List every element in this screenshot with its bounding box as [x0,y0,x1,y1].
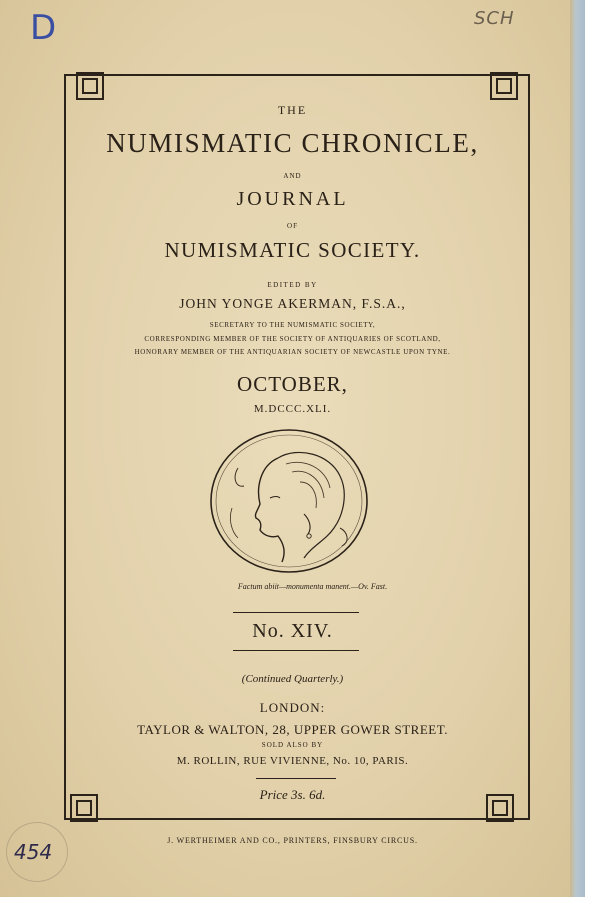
publisher-name: TAYLOR & WALTON, 28, UPPER GOWER STREET. [137,722,448,737]
editor-title-corresponding: CORRESPONDING MEMBER OF THE SOCIETY OF ANTIQUARIES OF SCOTLAND, [144,335,441,343]
corner-ornament-top-left [76,72,104,100]
editor-title-secretary: SECRETARY TO THE NUMISMATIC SOCIETY, [209,321,376,329]
issue-year: M.DCCC.XLI. [253,403,332,415]
journal-subtitle: JOURNAL [236,188,349,210]
latin-motto: Factum abiit—monumenta manent.—Ov. Fast. [237,582,388,591]
sold-also-by-label: SOLD ALSO BY [261,741,324,749]
edited-by-label: EDITED BY [267,281,318,289]
title-article: THE [277,103,308,117]
handwritten-mark-d: D [30,8,57,48]
paris-agent: M. ROLLIN, RUE VIVIENNE, No. 10, PARIS. [176,755,409,767]
coin-illustration [208,428,370,574]
coin-icon [208,428,370,574]
handwritten-mark-sch: SCH [474,8,515,29]
corner-ornament-top-right [490,72,518,100]
editor-name: JOHN YONGE AKERMAN, F.S.A., [179,296,406,311]
number-rule-top [233,612,359,613]
publication-frequency: (Continued Quarterly.) [241,673,344,685]
title-conjunction: AND [283,172,302,180]
society-name: NUMISMATIC SOCIETY. [164,238,421,262]
subtitle-preposition: OF [287,222,298,230]
issue-number: No. XIV. [252,620,333,642]
journal-title: NUMISMATIC CHRONICLE, [106,128,479,158]
issue-month: OCTOBER, [237,372,348,396]
printers-credit: J. WERTHEIMER AND CO., PRINTERS, FINSBURY CIRCUS. [167,836,418,845]
imprint-city: LONDON: [259,700,326,715]
handwritten-number: 454 [14,840,53,864]
editor-title-honorary: HONORARY MEMBER OF THE ANTIQUARIAN SOCIETY OF NEWCASTLE UPON TYNE. [134,348,451,356]
price-rule [256,778,336,779]
number-rule-bottom [233,650,359,651]
issue-price: Price 3s. 6d. [259,787,326,802]
